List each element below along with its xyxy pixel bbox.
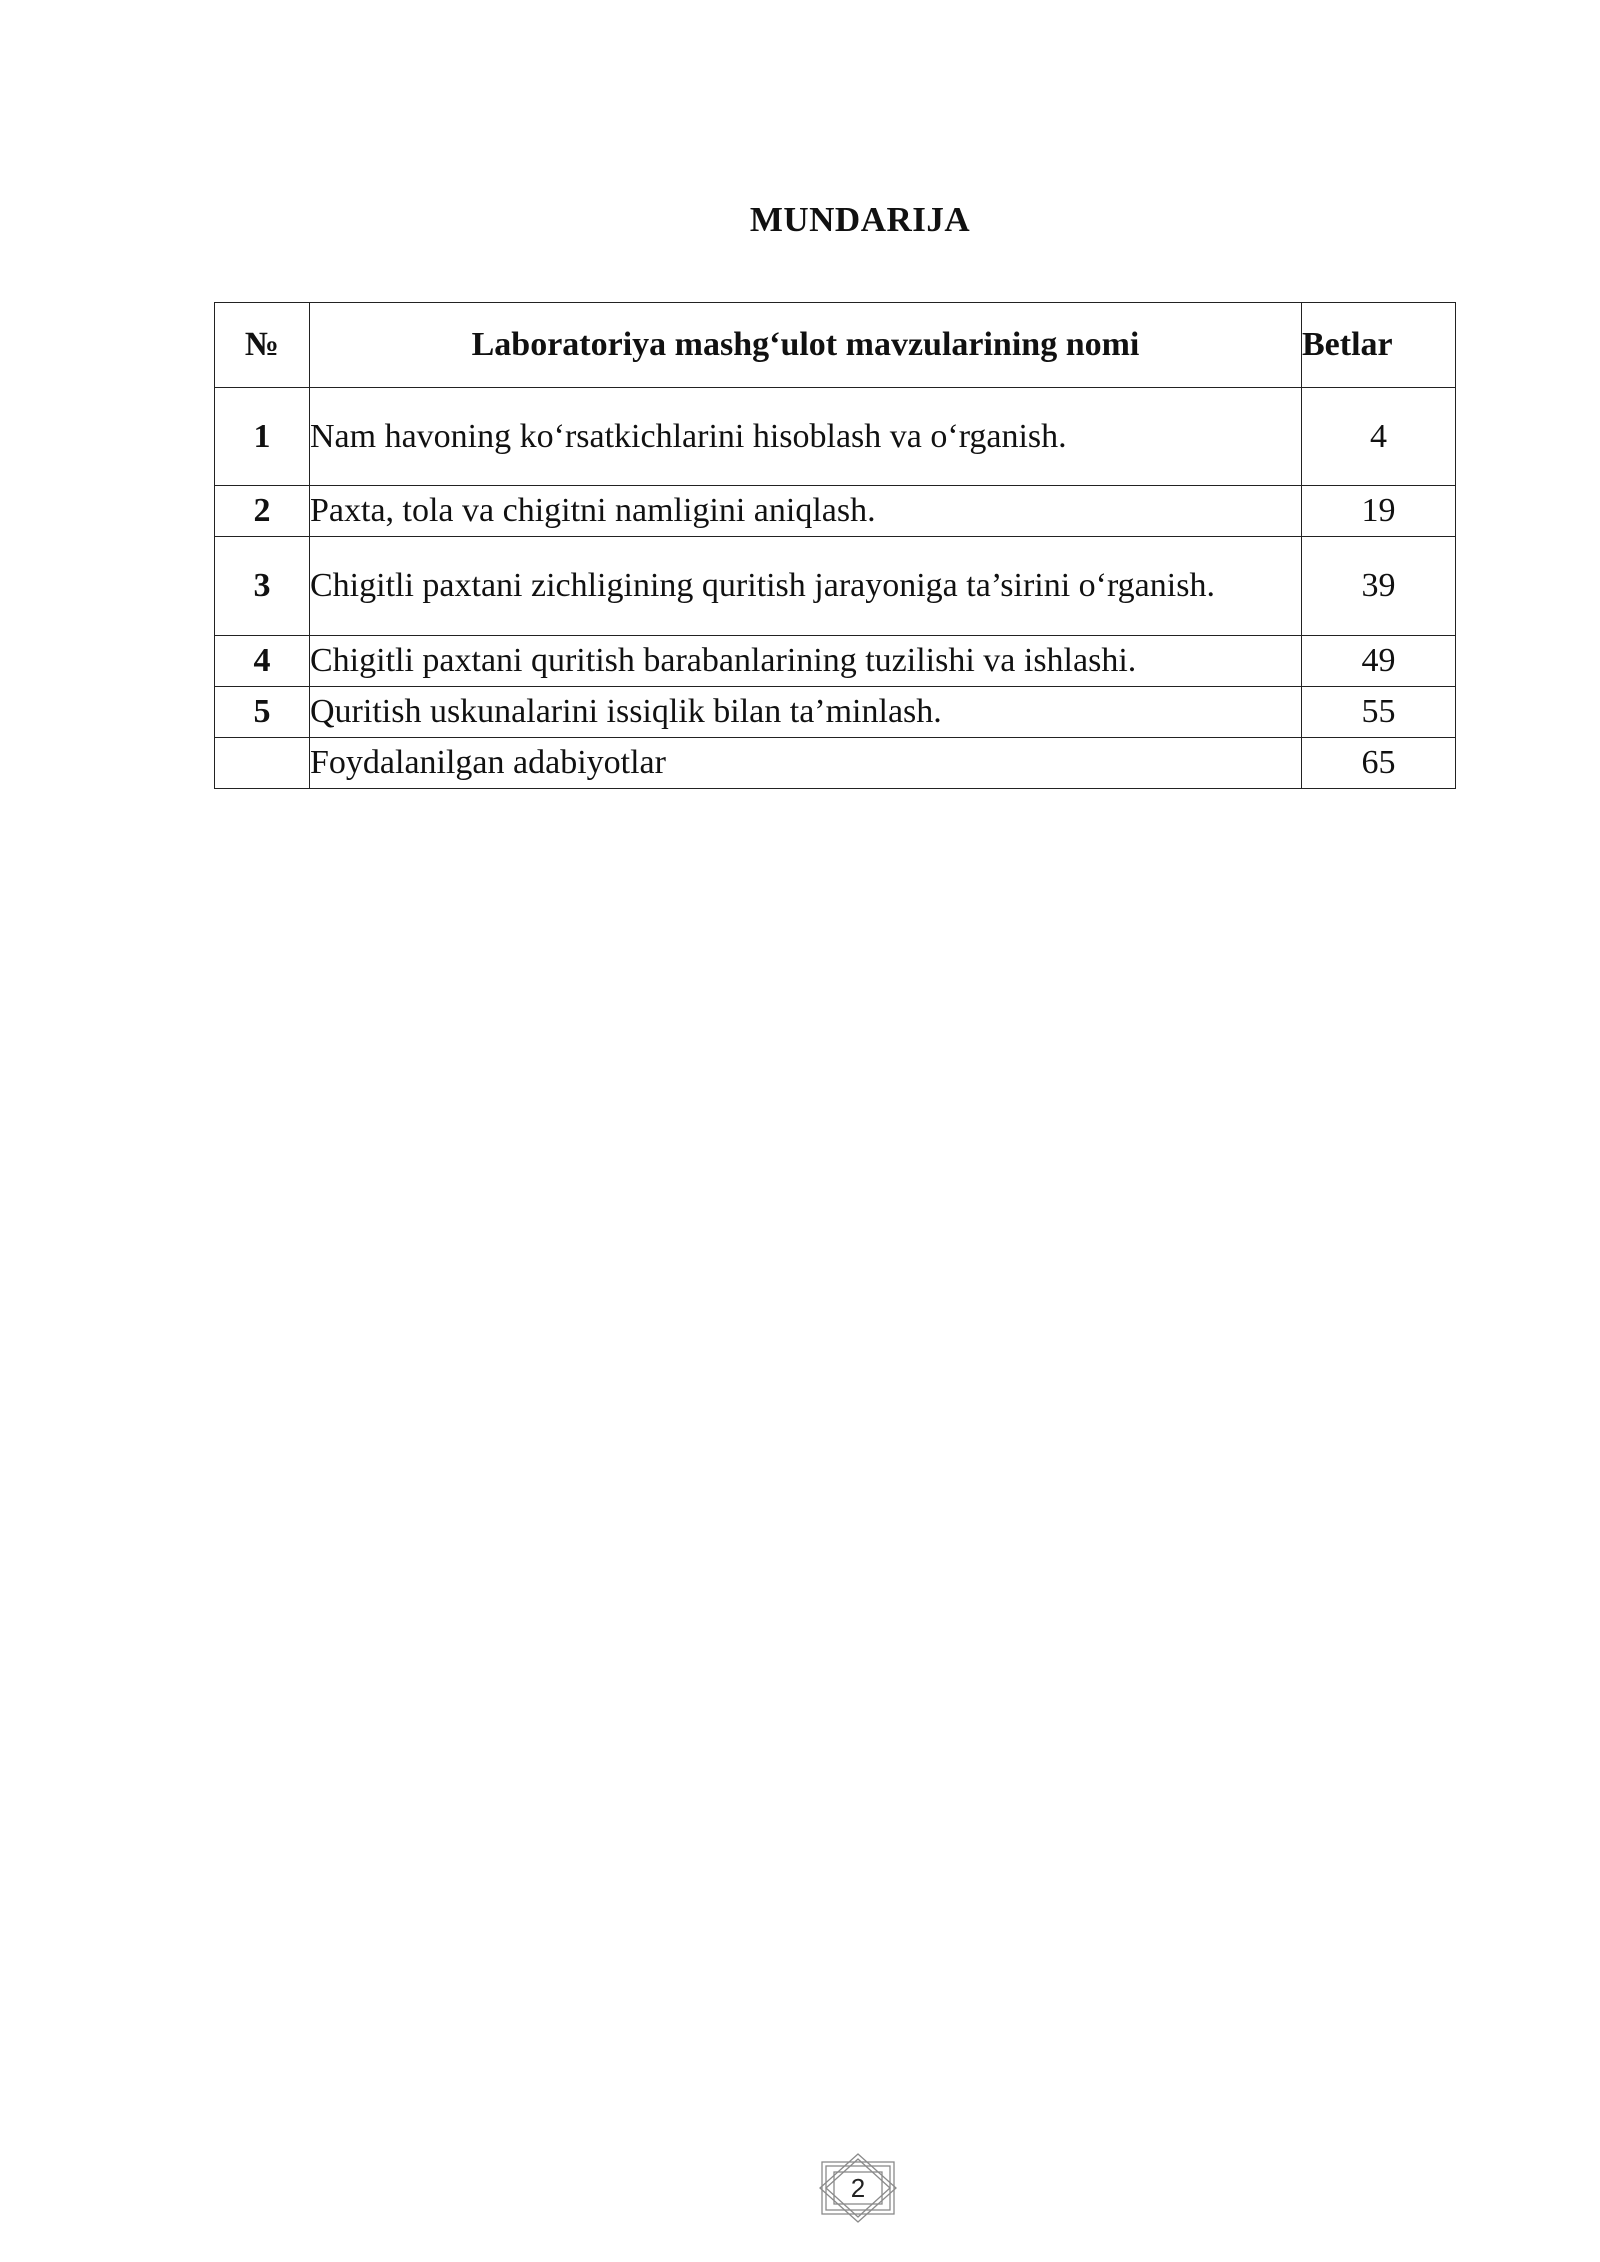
table-row bbox=[215, 687, 1456, 738]
row-page: 49 bbox=[1302, 636, 1456, 687]
row-number: 2 bbox=[215, 486, 310, 537]
row-page: 65 bbox=[1302, 738, 1456, 789]
header-title: Laboratoriya mashg‘ulot mavzularining nomi bbox=[310, 303, 1302, 388]
page-number: 2 bbox=[850, 2173, 866, 2203]
row-title: Chigitli paxtani quritish barabanlarining tuzilishi va ishlashi. bbox=[310, 636, 1302, 687]
row-page: 4 bbox=[1302, 388, 1456, 486]
row-title: Chigitli paxtani zichligining quritish jarayoniga ta’sirini o‘rganish. bbox=[310, 537, 1302, 636]
row-title: Quritish uskunalarini issiqlik bilan ta’minlash. bbox=[310, 687, 1302, 738]
table-row bbox=[215, 486, 1456, 537]
table-header-row bbox=[215, 303, 1456, 388]
row-page: 19 bbox=[1302, 486, 1456, 537]
table-of-contents bbox=[214, 302, 1456, 789]
row-number: 1 bbox=[215, 388, 310, 486]
table-row bbox=[215, 738, 1456, 789]
row-title: Paxta, tola va chigitni namligini aniqlash. bbox=[310, 486, 1302, 537]
table-row bbox=[215, 537, 1456, 636]
row-number: 4 bbox=[215, 636, 310, 687]
row-number: 3 bbox=[215, 537, 310, 636]
page-title: MUNDARIJA bbox=[749, 200, 971, 239]
header-number: № bbox=[215, 303, 310, 388]
row-page: 39 bbox=[1302, 537, 1456, 636]
row-title: Nam havoning ko‘rsatkichlarini hisoblash va o‘rganish. bbox=[310, 388, 1302, 486]
page-number-badge bbox=[816, 2152, 900, 2224]
table-row bbox=[215, 636, 1456, 687]
row-page: 55 bbox=[1302, 687, 1456, 738]
table-row bbox=[215, 388, 1456, 486]
header-pages: Betlar bbox=[1302, 303, 1456, 388]
row-title: Foydalanilgan adabiyotlar bbox=[310, 738, 1302, 789]
row-number bbox=[215, 738, 310, 789]
row-number: 5 bbox=[215, 687, 310, 738]
